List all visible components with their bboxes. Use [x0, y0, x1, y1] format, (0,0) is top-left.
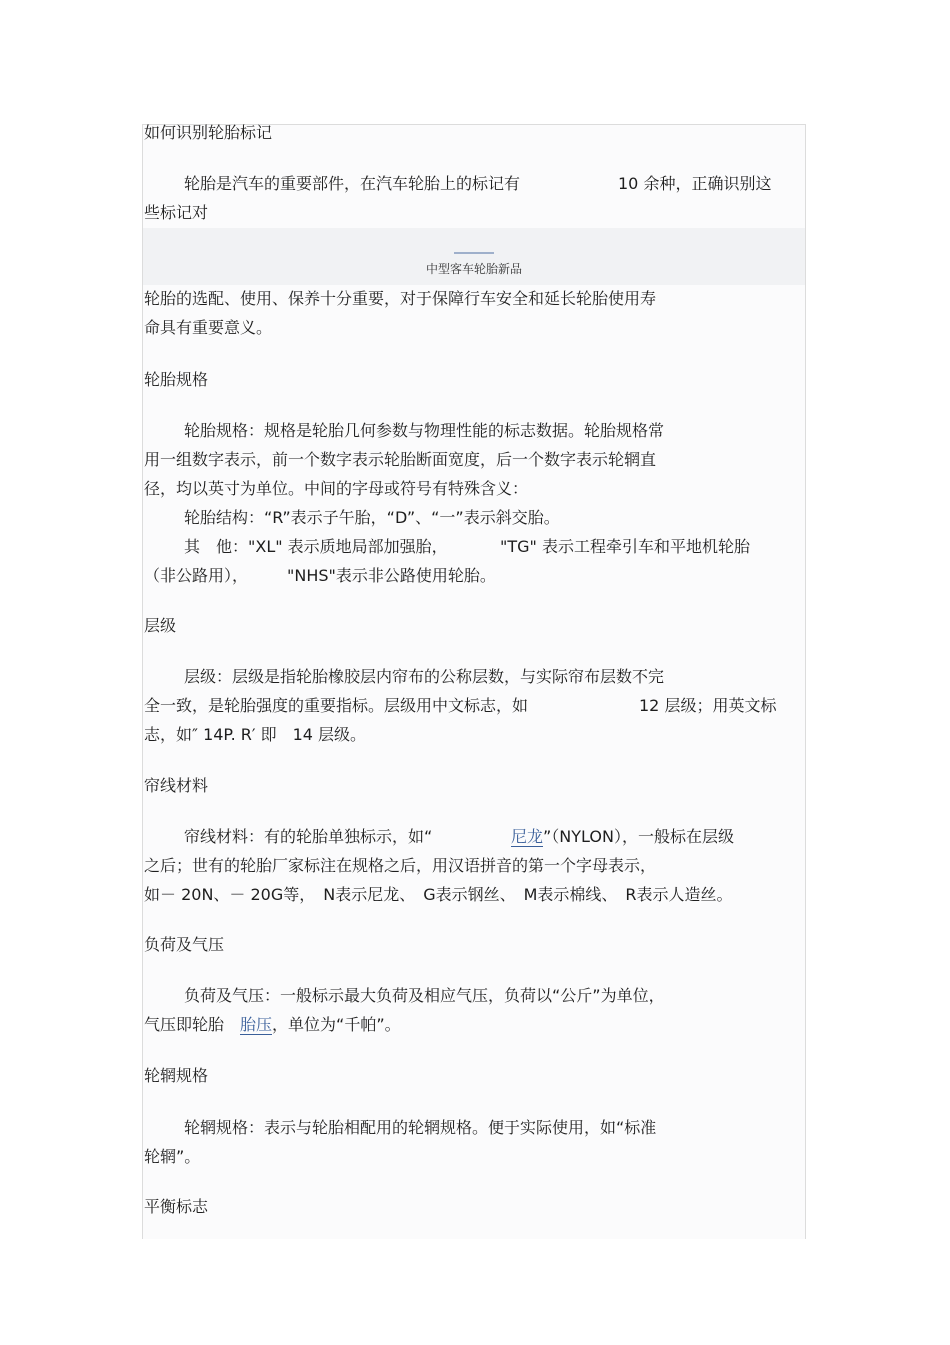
page-title: 如何识别轮胎标记	[144, 123, 273, 142]
spec-line-6-tail: "NHS"表示非公路使用轮胎。	[287, 566, 496, 585]
spec-line-4: 轮胎结构：“R”表示子午胎，“D”、“一”表示斜交胎。	[184, 508, 560, 527]
cord-line-2: 之后；世有的轮胎厂家标注在规格之后，用汉语拼音的第一个字母表示，	[144, 856, 657, 875]
ply-line-2-tail: 12 层级；用英文标	[639, 696, 777, 715]
heading-load: 负荷及气压	[144, 935, 225, 954]
ply-line-2: 全一致，是轮胎强度的重要指标。层级用中文标志，如	[144, 696, 529, 715]
figure-caption: 中型客车轮胎新品	[425, 262, 522, 276]
cord-line-1-tail: 尼龙”（NYLON），一般标在层级	[511, 827, 734, 846]
intro-line-4: 命具有重要意义。	[144, 318, 273, 337]
intro-line-3: 轮胎的选配、使用、保养十分重要，对于保障行车安全和延长轮胎使用寿	[144, 289, 657, 308]
spec-line-3: 径，均以英寸为单位。中间的字母或符号有特殊含义：	[144, 479, 529, 498]
cord-line-1: 帘线材料：有的轮胎单独标示，如“	[184, 827, 433, 846]
spec-line-5-tail: "TG" 表示工程牵引车和平地机轮胎	[500, 537, 750, 556]
nylon-link[interactable]: 尼龙	[511, 827, 544, 846]
cord-line-3: 如－ 20N、－ 20G等， N表示尼龙、 G表示钢丝、 M表示棉线、 R表示人造丝。	[144, 885, 733, 904]
intro-line-1: 轮胎是汽车的重要部件，在汽车轮胎上的标记有	[184, 174, 521, 193]
load-line-2: 气压即轮胎 胎压，单位为“千帕”。	[144, 1015, 401, 1034]
figure-divider	[454, 252, 494, 254]
spec-line-1: 轮胎规格：规格是轮胎几何参数与物理性能的标志数据。轮胎规格常	[184, 421, 665, 440]
heading-spec: 轮胎规格	[144, 370, 209, 389]
spec-line-2: 用一组数字表示，前一个数字表示轮胎断面宽度，后一个数字表示轮辋直	[144, 450, 657, 469]
figure-caption-band	[143, 228, 805, 285]
spec-line-5: 其 他："XL" 表示质地局部加强胎，	[184, 537, 448, 556]
heading-cord: 帘线材料	[144, 776, 209, 795]
heading-balance: 平衡标志	[144, 1197, 209, 1216]
heading-ply: 层级	[144, 616, 177, 635]
heading-rim: 轮辋规格	[144, 1066, 209, 1085]
rim-line-2: 轮辋”。	[144, 1147, 201, 1166]
intro-line-2: 些标记对	[144, 203, 209, 222]
ply-line-1: 层级：层级是指轮胎橡胶层内帘布的公称层数，与实际帘布层数不完	[184, 667, 665, 686]
ply-line-3: 志，如″ 14P. R′ 即 14 层级。	[144, 725, 367, 744]
load-line-1: 负荷及气压：一般标示最大负荷及相应气压，负荷以“公斤”为单位，	[184, 986, 665, 1005]
spec-line-6: （非公路用），	[144, 566, 249, 585]
tire-pressure-link[interactable]: 胎压	[240, 1015, 273, 1034]
intro-line-1-tail: 10 余种，正确识别这	[618, 174, 772, 193]
rim-line-1: 轮辋规格：表示与轮胎相配用的轮辋规格。便于实际使用，如“标准	[184, 1118, 657, 1137]
